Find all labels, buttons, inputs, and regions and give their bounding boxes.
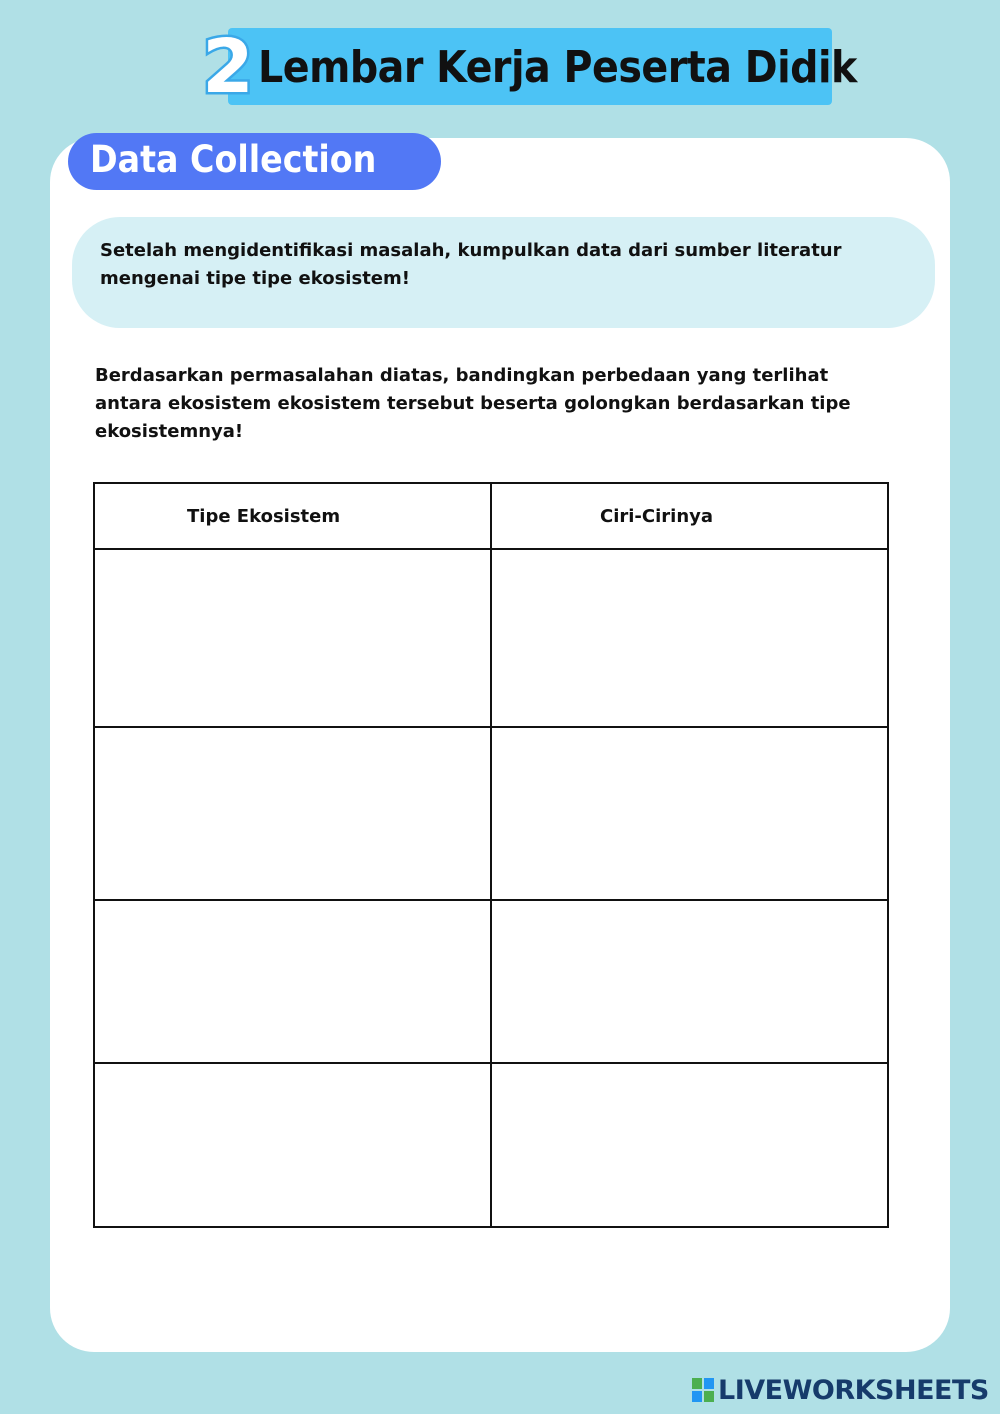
table-row bbox=[94, 549, 888, 727]
answer-cell[interactable] bbox=[491, 549, 888, 727]
table-row bbox=[94, 900, 888, 1063]
ecosystem-table bbox=[93, 482, 889, 1228]
svg-text:2: 2 bbox=[202, 26, 254, 104]
answer-cell[interactable] bbox=[491, 1063, 888, 1227]
table-row bbox=[94, 1063, 888, 1227]
watermark-text: LIVEWORKSHEETS bbox=[718, 1374, 989, 1406]
column-header-tipe: Tipe Ekosistem bbox=[94, 483, 491, 549]
answer-cell[interactable] bbox=[491, 900, 888, 1063]
answer-cell[interactable] bbox=[94, 900, 491, 1063]
answer-cell[interactable] bbox=[94, 727, 491, 900]
number-badge-icon bbox=[198, 26, 258, 104]
answer-cell[interactable] bbox=[94, 1063, 491, 1227]
answer-cell[interactable] bbox=[94, 549, 491, 727]
section-title: Data Collection bbox=[90, 138, 377, 181]
liveworksheets-watermark bbox=[692, 1374, 989, 1406]
question-text: Berdasarkan permasalahan diatas, bandingkan perbedaan yang terlihat antara ekosistem ekosistem tersebut beserta golongkan berdasarkan tipe ekosistemnya! bbox=[95, 365, 851, 442]
instruction-text: Setelah mengidentifikasi masalah, kumpulkan data dari sumber literatur mengenai tipe tipe ekosistem! bbox=[100, 240, 842, 289]
column-header-ciri: Ciri-Cirinya bbox=[491, 483, 888, 549]
page-title: Lembar Kerja Peserta Didik bbox=[258, 42, 857, 93]
table-header-row bbox=[94, 483, 888, 549]
table-row bbox=[94, 727, 888, 900]
answer-cell[interactable] bbox=[491, 727, 888, 900]
liveworksheets-logo-icon bbox=[692, 1378, 714, 1402]
